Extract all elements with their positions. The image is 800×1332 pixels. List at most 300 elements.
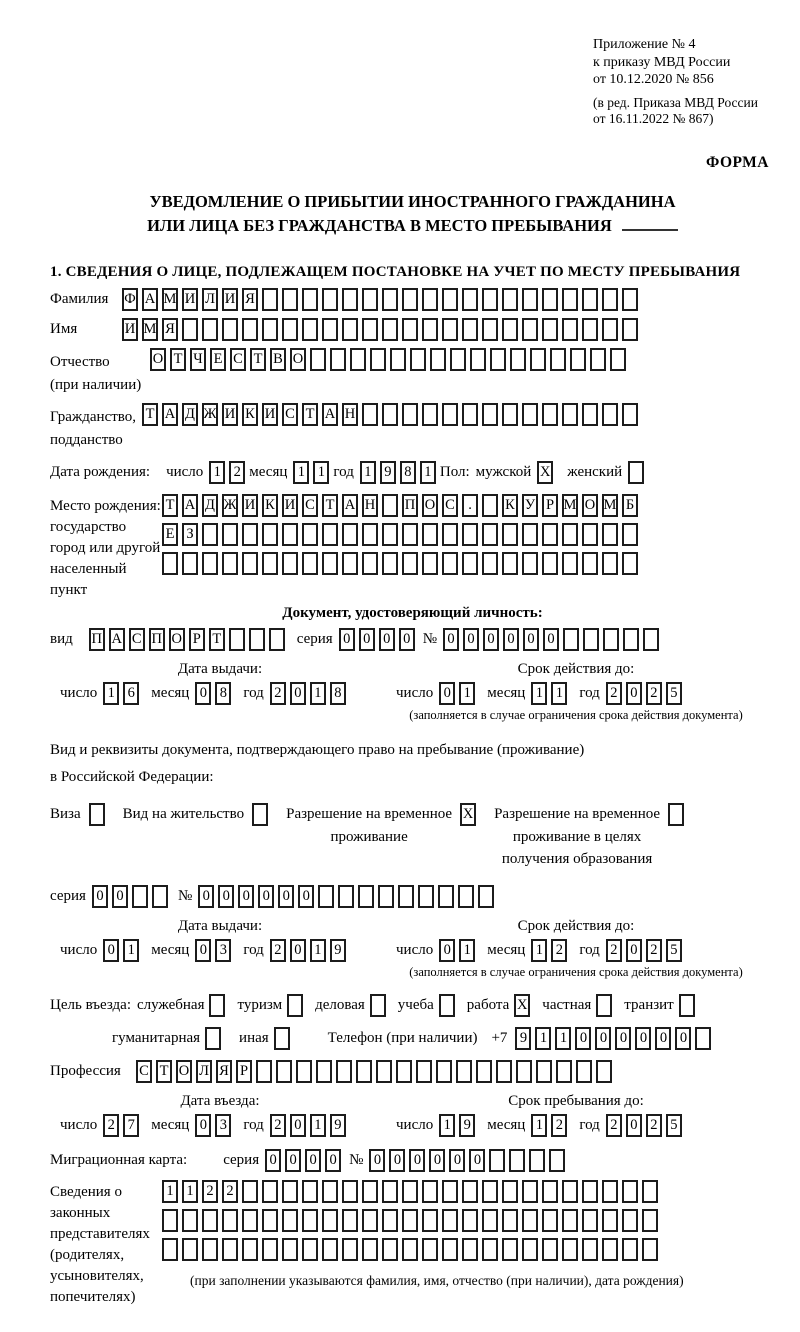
char-cell [318,885,334,908]
entry-date-title: Дата въезда: [180,1092,260,1109]
char-cell: 9 [459,1114,475,1137]
char-cell [542,552,558,575]
doc-number-label: № [422,631,437,648]
char-cell: О [169,628,185,651]
stay-until-month [531,1114,571,1137]
char-cell: Т [162,494,178,517]
birth-date-label: Дата рождения: [50,464,151,481]
option-residence-permit: Вид на жительство [123,803,272,826]
char-cell: А [109,628,125,651]
form-label: ФОРМА [705,154,769,172]
permit-valid-month [531,939,571,962]
stay-until-year [606,1114,686,1137]
legal-reps-block [50,1180,775,1308]
char-cell [282,552,298,575]
purpose-rabota: работа X [467,994,535,1017]
purpose-chastnaya-checkbox [596,994,616,1017]
char-cell: 0 [198,885,214,908]
birth-place-row1 [162,494,642,517]
char-cell [570,348,586,371]
char-cell: 1 [551,682,567,705]
birth-month-cells [293,461,333,484]
char-cell [242,318,258,341]
char-cell: Ф [122,288,138,311]
char-cell: 0 [265,1149,281,1172]
char-cell: 1 [459,682,475,705]
stay-until-day [439,1114,479,1137]
option-visa: Виза [50,803,109,826]
char-cell [602,403,618,426]
char-cell: 0 [238,885,254,908]
char-cell: М [562,494,578,517]
char-cell [622,403,638,426]
char-cell [502,523,518,546]
permit-valid-day [439,939,479,962]
char-cell [402,318,418,341]
permit-issue-year [270,939,350,962]
char-cell: О [582,494,598,517]
char-cell: 2 [202,1180,218,1203]
char-cell: . [462,494,478,517]
char-cell: 3 [215,939,231,962]
char-cell: А [342,494,358,517]
char-cell: 1 [310,1114,326,1137]
char-cell [602,1209,618,1232]
char-cell [628,461,644,484]
permit-issue-fields: число 0 1 месяц 0 3 год 2 0 1 9 [60,939,380,962]
char-cell: 1 [459,939,475,962]
given-name-row [50,318,775,341]
char-cell [482,318,498,341]
char-cell [695,1027,711,1050]
char-cell [202,1238,218,1261]
doc-issue-title: Дата выдачи: [177,661,263,678]
birth-place-label: Место рождения: государство город или другой населенный пункт [50,498,161,599]
char-cell [622,1238,638,1261]
char-cell [242,552,258,575]
char-cell [282,1209,298,1232]
char-cell [478,885,494,908]
char-cell [510,348,526,371]
char-cell [529,1149,545,1172]
char-cell: Т [142,403,158,426]
char-cell [402,1209,418,1232]
char-cell: М [142,318,158,341]
amendment-line: от 16.11.2022 № 867) [593,111,714,127]
char-cell [462,318,478,341]
patronymic-row [50,348,775,396]
char-cell: О [176,1060,192,1083]
char-cell [422,1238,438,1261]
char-cell [490,348,506,371]
char-cell: 0 [369,1149,385,1172]
char-cell [342,1180,358,1203]
doc-issue-year [270,682,350,705]
char-cell: 8 [330,682,346,705]
char-cell [596,1060,612,1083]
char-cell: 0 [483,628,499,651]
char-cell [396,1060,412,1083]
char-cell [602,1180,618,1203]
char-cell [489,1149,505,1172]
char-cell [442,318,458,341]
char-cell: О [150,348,166,371]
char-cell [350,348,366,371]
char-cell: С [442,494,458,517]
char-cell [282,1238,298,1261]
char-cell: 5 [666,939,682,962]
char-cell [476,1060,492,1083]
char-cell [376,1060,392,1083]
char-cell [482,523,498,546]
char-cell: К [262,494,278,517]
char-cell: А [162,403,178,426]
title-blank-underline [622,217,678,231]
char-cell: Т [209,628,225,651]
char-cell [276,1060,292,1083]
char-cell [402,1180,418,1203]
char-cell [462,1180,478,1203]
char-cell: 1 [310,682,326,705]
purpose-inaya: иная [239,1027,294,1050]
permit-issue-month [195,939,235,962]
char-cell: 0 [675,1027,691,1050]
char-cell: 0 [439,939,455,962]
char-cell: 1 [535,1027,551,1050]
char-cell: 2 [229,461,245,484]
char-cell [262,552,278,575]
char-cell [410,348,426,371]
doc-number-cells [443,628,663,651]
char-cell [442,288,458,311]
char-cell [462,1209,478,1232]
char-cell [590,348,606,371]
char-cell: 2 [646,1114,662,1137]
char-cell [502,403,518,426]
char-cell [642,1180,658,1203]
legal-reps-cells [162,1180,684,1289]
char-cell: Р [189,628,205,651]
char-cell [362,552,378,575]
purpose-delovaya-checkbox [370,994,390,1017]
char-cell: 0 [615,1027,631,1050]
phone-cells [515,1027,715,1050]
char-cell: М [162,288,178,311]
char-cell [202,552,218,575]
char-cell [322,523,338,546]
doc-valid-fields: число 0 1 месяц 1 1 год 2 0 2 5 [396,682,756,705]
char-cell [582,403,598,426]
stay-until-fields: число 1 9 месяц 1 2 год 2 0 2 5 [396,1114,756,1137]
purpose-rabota-checkbox [514,994,534,1017]
purpose-tranzit-checkbox [679,994,699,1017]
char-cell [582,1238,598,1261]
char-cell [342,1238,358,1261]
char-cell [370,994,386,1017]
char-cell [502,552,518,575]
migration-card-series-cells [265,1149,345,1172]
char-cell: 1 [313,461,329,484]
char-cell [562,523,578,546]
char-cell [249,628,265,651]
char-cell: 1 [103,682,119,705]
char-cell: 9 [515,1027,531,1050]
char-cell [242,1209,258,1232]
char-cell: 0 [503,628,519,651]
char-cell: X [537,461,553,484]
char-cell: К [502,494,518,517]
form-title [50,190,775,238]
char-cell [462,1238,478,1261]
purpose-inaya-checkbox [274,1027,294,1050]
char-cell [162,552,178,575]
legal-reps-row3 [162,1238,684,1261]
char-cell: 0 [290,1114,306,1137]
given-name-cells [122,318,642,341]
char-cell [522,1180,538,1203]
char-cell: 2 [646,682,662,705]
char-cell [542,288,558,311]
char-cell: С [230,348,246,371]
char-cell [202,318,218,341]
char-cell [438,885,454,908]
char-cell: 2 [606,682,622,705]
char-cell [596,994,612,1017]
char-cell [310,348,326,371]
char-cell: 0 [449,1149,465,1172]
char-cell [549,1149,565,1172]
char-cell: И [222,288,238,311]
char-cell [182,318,198,341]
identity-doc-heading: Документ, удостоверяющий личность: [282,605,543,622]
char-cell [582,1209,598,1232]
appendix-line: к приказу МВД России [593,54,731,70]
migration-card-row [50,1149,775,1172]
section1-heading: 1. СВЕДЕНИЯ О ЛИЦЕ, ПОДЛЕЖАЩЕМ ПОСТАНОВКЕ НА УЧЕТ ПО МЕСТУ ПРЕБЫВАНИЯ [50,264,741,281]
permit-series-label: серия [50,887,86,904]
purpose-gumanitarnaya-checkbox [205,1027,225,1050]
char-cell: С [302,494,318,517]
char-cell [390,348,406,371]
char-cell [522,288,538,311]
char-cell [602,1238,618,1261]
birth-date-row [50,461,775,484]
char-cell [542,1180,558,1203]
char-cell [642,1209,658,1232]
stay-until-title: Срок пребывания до: [508,1092,644,1109]
char-cell [242,1180,258,1203]
char-cell [402,552,418,575]
surname-row [50,288,775,311]
char-cell: 8 [215,682,231,705]
char-cell [442,1209,458,1232]
birth-day-cells [209,461,249,484]
char-cell: 8 [400,461,416,484]
profession-label: Профессия [50,1062,121,1079]
char-cell [502,1209,518,1232]
char-cell [362,1209,378,1232]
char-cell [342,288,358,311]
char-cell [442,523,458,546]
char-cell [287,994,303,1017]
legal-reps-row2 [162,1209,684,1232]
char-cell [430,348,446,371]
doc-valid-note: (заполняется в случае ограничения срока действия документа) [409,708,743,723]
doc-issue-month [195,682,235,705]
char-cell [482,1180,498,1203]
char-cell [522,523,538,546]
char-cell: 2 [551,939,567,962]
char-cell [622,552,638,575]
char-cell [342,318,358,341]
char-cell: Н [342,403,358,426]
residence-permit-checkbox [252,803,272,826]
char-cell: Ж [222,494,238,517]
char-cell: 2 [606,1114,622,1137]
char-cell: 7 [123,1114,139,1137]
char-cell: 2 [551,1114,567,1137]
char-cell [205,1027,221,1050]
char-cell [132,885,148,908]
char-cell [422,1209,438,1232]
char-cell [462,403,478,426]
char-cell [382,523,398,546]
char-cell [262,1238,278,1261]
char-cell: Т [156,1060,172,1083]
purpose-ucheba-checkbox [439,994,459,1017]
char-cell [382,288,398,311]
char-cell [382,1238,398,1261]
char-cell: К [242,403,258,426]
char-cell [622,318,638,341]
entry-date-month [195,1114,235,1137]
char-cell: И [122,318,138,341]
char-cell [202,523,218,546]
char-cell [322,318,338,341]
char-cell [398,885,414,908]
char-cell [522,1238,538,1261]
char-cell [442,1180,458,1203]
char-cell [338,885,354,908]
char-cell [416,1060,432,1083]
char-cell: В [270,348,286,371]
char-cell [362,403,378,426]
char-cell [442,1238,458,1261]
char-cell [542,523,558,546]
doc-kind-label: вид [50,631,73,648]
purpose-delovaya: деловая [315,994,390,1017]
appendix-line: от 10.12.2020 № 856 [593,72,714,87]
birth-place-row2 [162,523,642,546]
char-cell: Р [542,494,558,517]
char-cell [322,1209,338,1232]
char-cell: 0 [469,1149,485,1172]
entry-date-year [270,1114,350,1137]
char-cell [522,1209,538,1232]
birth-place-block [50,494,775,601]
char-cell [622,1209,638,1232]
identity-doc-row [50,628,775,651]
char-cell [482,1238,498,1261]
char-cell [302,1180,318,1203]
entry-date-day [103,1114,143,1137]
char-cell [242,1238,258,1261]
sex-female-label: женский [567,464,623,481]
char-cell: 0 [543,628,559,651]
char-cell: 0 [523,628,539,651]
char-cell: Т [302,403,318,426]
char-cell: 0 [626,939,642,962]
char-cell [450,348,466,371]
identity-doc-dates [50,661,775,723]
char-cell [342,552,358,575]
profession-cells [136,1060,616,1083]
char-cell: 0 [429,1149,445,1172]
char-cell [262,288,278,311]
birth-month-label: месяц [249,464,288,481]
char-cell [256,1060,272,1083]
char-cell [222,523,238,546]
char-cell: Д [182,403,198,426]
char-cell [342,523,358,546]
permit-valid-fields: число 0 1 месяц 1 2 год 2 0 2 5 [396,939,756,962]
char-cell: Н [362,494,378,517]
char-cell: 1 [531,1114,547,1137]
char-cell: П [149,628,165,651]
char-cell [282,288,298,311]
char-cell: И [282,494,298,517]
char-cell: 0 [92,885,108,908]
char-cell [209,994,225,1017]
char-cell: 2 [606,939,622,962]
char-cell [378,885,394,908]
char-cell [623,628,639,651]
char-cell: 0 [399,628,415,651]
char-cell [422,523,438,546]
char-cell [182,552,198,575]
permit-issue-title: Дата выдачи: [177,917,263,934]
birth-year-cells [360,461,440,484]
doc-issue-day [103,682,143,705]
citizenship-cells [142,403,642,426]
char-cell: 6 [123,682,139,705]
char-cell: С [282,403,298,426]
char-cell [562,1209,578,1232]
char-cell: Ж [202,403,218,426]
char-cell: И [222,403,238,426]
char-cell: И [262,403,278,426]
char-cell: 0 [112,885,128,908]
char-cell: 0 [359,628,375,651]
char-cell [302,1238,318,1261]
permit-number-cells [198,885,498,908]
given-name-label: Имя [50,321,78,338]
char-cell [582,1180,598,1203]
char-cell [222,1209,238,1232]
char-cell [242,523,258,546]
char-cell [542,1209,558,1232]
char-cell [556,1060,572,1083]
char-cell: 2 [270,682,286,705]
char-cell [496,1060,512,1083]
char-cell: А [322,403,338,426]
entry-date-fields: число 2 7 месяц 0 3 год 2 0 1 9 [60,1114,380,1137]
char-cell: 0 [103,939,119,962]
char-cell: 1 [360,461,376,484]
char-cell [382,318,398,341]
char-cell [562,552,578,575]
char-cell [382,1209,398,1232]
